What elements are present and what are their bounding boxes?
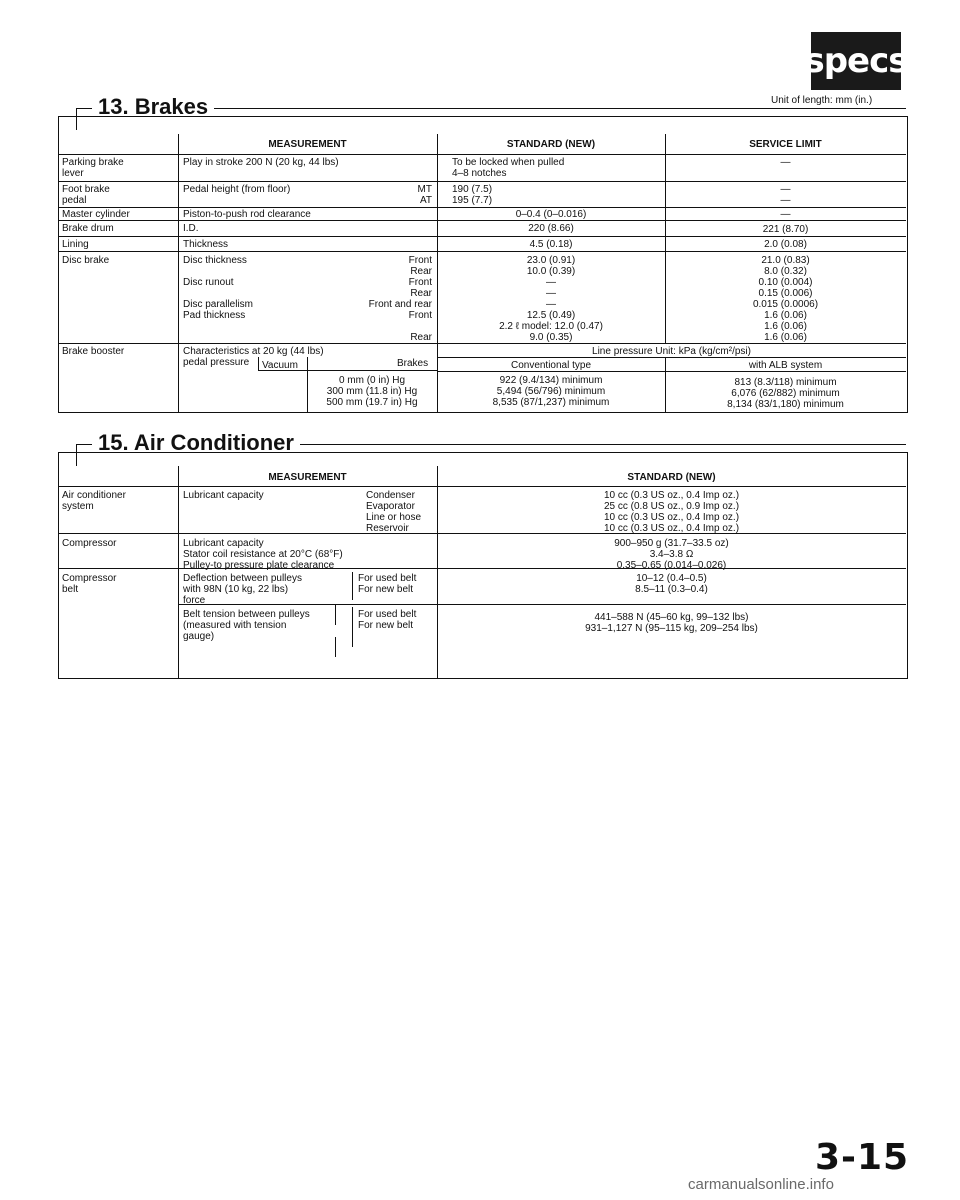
brakes-row-sep: [58, 181, 906, 182]
ac-system-standard: 10 cc (0.3 US oz., 0.4 Imp oz.) 25 cc (0.8 US oz., 0.9 Imp oz.) 10 cc (0.3 US oz., 0.4 Imp oz.) 10 cc (0.3 US oz., 0.4 Imp oz.): [603, 490, 740, 534]
belt-tension-condition: For used belt For new belt: [358, 609, 417, 631]
page-number: 3-15: [815, 1137, 910, 1178]
brakes-row-sep: [58, 220, 906, 221]
lining-measurement: Thickness: [183, 239, 229, 250]
compressor-belt-item: Compressor belt: [62, 573, 117, 595]
brake-drum-limit: 221 (8.70): [762, 224, 809, 235]
ac-system-parts: Condenser Evaporator Line or hose Reservoir: [366, 490, 422, 534]
compressor-measurement: Lubricant capacity Stator coil resistance at 20°C (68°F) Pulley-to pressure plate clearance: [183, 538, 343, 571]
foot-brake-measurement: Pedal height (from floor): [183, 184, 291, 195]
ac-section-title: 15. Air Conditioner: [92, 430, 300, 456]
brake-booster-alb-values: 813 (8.3/118) minimum 6,076 (62/882) minimum 8,134 (83/1,180) minimum: [727, 377, 844, 410]
brake-booster-line-pressure: Line pressure Unit: kPa (kg/cm²/psi): [592, 346, 751, 357]
master-cylinder-item: Master cylinder: [62, 209, 130, 220]
brake-booster-measurement: Characteristics at 20 kg (44 lbs) pedal pressure: [183, 346, 324, 368]
brakes-row-sep: [58, 343, 906, 344]
brake-booster-alb-label: with ALB system: [748, 360, 823, 371]
brakes-booster-sub-sep: [437, 357, 906, 358]
brakes-col-1: [178, 134, 179, 412]
ac-system-measurement: Lubricant capacity: [183, 490, 264, 501]
parking-brake-item: Parking brake lever: [62, 157, 124, 179]
brakes-booster-sub-sep: [437, 371, 906, 372]
brake-drum-measurement: I.D.: [183, 223, 199, 234]
disc-brake-positions: Front Rear Front Rear Front and rear Front Rear: [368, 255, 432, 343]
ac-system-item: Air conditioner system: [62, 490, 126, 512]
belt-tension-divider: [352, 607, 353, 647]
disc-brake-standard: 23.0 (0.91) 10.0 (0.39) — — — 12.5 (0.49) 2.2 ℓ model: 12.0 (0.47) 9.0 (0.35): [499, 255, 603, 343]
ac-header-standard: STANDARD (NEW): [627, 472, 716, 483]
brake-drum-item: Brake drum: [62, 223, 114, 234]
belt-tension-standard: 441–588 N (45–60 kg, 99–132 lbs) 931–1,127 N (95–115 kg, 209–254 lbs): [585, 612, 758, 634]
lining-item: Lining: [62, 239, 89, 250]
brake-booster-vacuum-values: 0 mm (0 in) Hg 300 mm (11.8 in) Hg 500 mm (19.7 in) Hg: [326, 375, 418, 408]
foot-brake-standard: 190 (7.5) 195 (7.7): [452, 184, 493, 206]
ac-col-belt: [335, 637, 336, 657]
brakes-section-title: 13. Brakes: [92, 94, 214, 120]
master-cylinder-limit: —: [780, 209, 791, 220]
compressor-item: Compressor: [62, 538, 117, 549]
header-service-limit: SERVICE LIMIT: [749, 139, 822, 150]
foot-brake-item: Foot brake pedal: [62, 184, 110, 206]
belt-tension-measurement: Belt tension between pulleys (measured with tension gauge): [183, 609, 310, 642]
ac-col-1: [178, 466, 179, 678]
header-measurement: MEASUREMENT: [268, 139, 347, 150]
parking-brake-measurement: Play in stroke 200 N (20 kg, 44 lbs): [183, 157, 339, 168]
disc-brake-item: Disc brake: [62, 255, 110, 266]
master-cylinder-measurement: Piston-to-push rod clearance: [183, 209, 311, 220]
lining-standard: 4.5 (0.18): [529, 239, 573, 250]
specs-badge: specs: [811, 32, 901, 90]
brakes-unit-note: Unit of length: mm (in.): [768, 95, 875, 106]
brake-booster-conventional-label: Conventional type: [510, 360, 592, 371]
disc-brake-limit: 21.0 (0.83) 8.0 (0.32) 0.10 (0.004) 0.15 (0.006) 0.015 (0.0006) 1.6 (0.06) 1.6 (0.06) 1.6 (0.06): [752, 255, 819, 343]
ac-row-sep: [58, 486, 906, 487]
foot-brake-limit: — —: [780, 184, 791, 206]
belt-deflection-measurement: Deflection between pulleys with 98N (10 kg, 22 lbs) force: [183, 573, 302, 606]
watermark: carmanualsonline.info: [688, 1176, 834, 1193]
parking-brake-limit: —: [780, 157, 791, 168]
brakes-row-sep: [58, 154, 906, 155]
parking-brake-standard: To be locked when pulled 4–8 notches: [452, 157, 565, 179]
belt-deflection-standard: 10–12 (0.4–0.5) 8.5–11 (0.3–0.4): [635, 573, 708, 595]
ac-header-measurement: MEASUREMENT: [268, 472, 347, 483]
brake-booster-conventional-values: 922 (9.4/134) minimum 5,494 (56/796) minimum 8,535 (87/1,237) minimum: [492, 375, 610, 408]
belt-deflection-condition: For used belt For new belt: [358, 573, 417, 595]
brake-booster-brakes-label: Brakes: [397, 358, 429, 369]
brakes-row-sep: [58, 236, 906, 237]
header-standard: STANDARD (NEW): [506, 139, 596, 150]
ac-col-belt: [335, 605, 336, 625]
brakes-row-sep: [58, 251, 906, 252]
brake-booster-vacuum-label: Vacuum: [262, 360, 298, 371]
lining-limit: 2.0 (0.08): [764, 239, 807, 250]
belt-deflection-divider: [352, 572, 353, 600]
brakes-row-sep: [58, 207, 906, 208]
brake-booster-item: Brake booster: [62, 346, 125, 357]
disc-brake-measurement: Disc thickness Disc runout Disc parallelism Pad thickness: [183, 255, 254, 321]
brake-drum-standard: 220 (8.66): [528, 223, 574, 234]
compressor-standard: 900–950 g (31.7–33.5 oz) 3.4–3.8 Ω 0.35–0.65 (0.014–0.026): [614, 538, 729, 571]
foot-brake-variants: MT AT: [417, 184, 432, 206]
master-cylinder-standard: 0–0.4 (0–0.016): [515, 209, 587, 220]
